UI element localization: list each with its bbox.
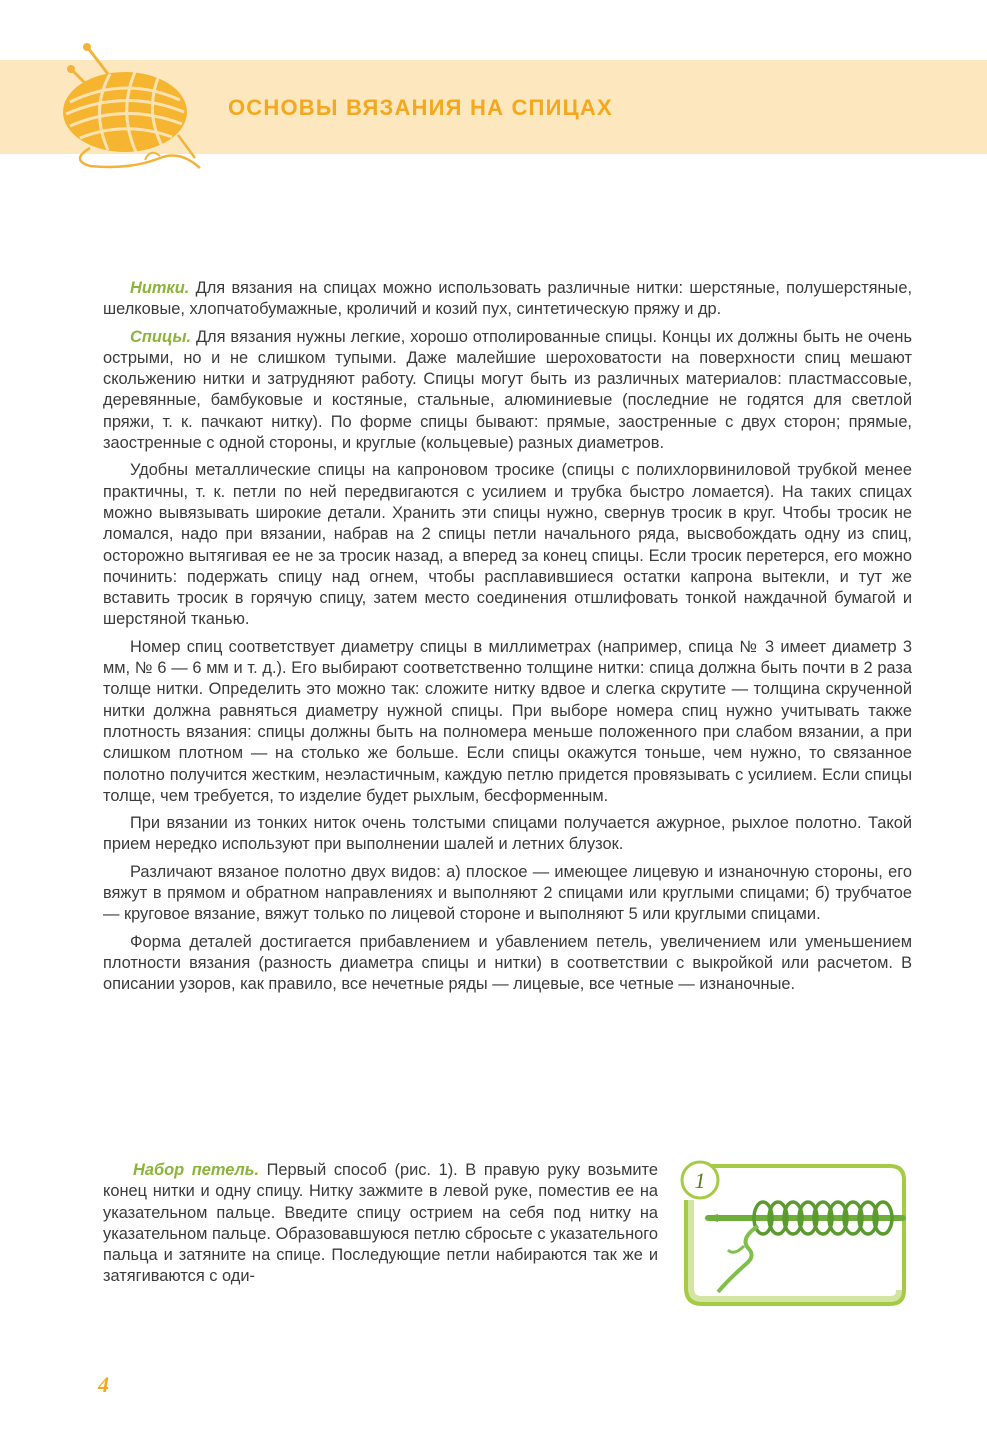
- paragraph-openwork: [103, 813, 912, 856]
- paragraph-needle-size: [103, 637, 912, 807]
- paragraph-text: Для вязания нужны легкие, хорошо отполированные спицы. Концы их должны быть не очень острыми, но и не слишком тупыми. Даже малейшие шероховатости на поверхности спиц мешают скольжению нитки и затрудняют работу. Спицы могут быть из различных материалов: пластмассовые, деревянные, бамбуковые и костяные, стальные, алюминиевые (последние не годятся для светлой пряжи, т. к. пачкают нитку). По форме спицы бывают: прямые, заостренные с двух сторон; прямые, заостренные с одной стороны, и круглые (кольцевые) разных диаметров.: [103, 327, 912, 453]
- paragraph-text: Удобны металлические спицы на капроновом тросике (спицы с полихлорвиниловой трубкой менее практичны, т. к. петли по ней передвигаются с усилием и трубка быстро ломается). На таких спицах можно вывязывать широкие детали. Хранить эти спицы нужно, свернув тросик в круг. Чтобы тросик не ломался, надо при вязании, набрав на 2 спицы петли начального ряда, высвобождать одну из спиц, осторожно вытягивая ее не за тросик назад, а вперед за конец спицы. Если тросик перетерся, его можно починить: подержать спицу над огнем, чтобы расплавившиеся остатки капрона вытекли, и тут же вставить тросик в горячую спицу, затем место соединения отшлифовать тонкой наждачной бумагой и шерстяной тканью.: [103, 461, 912, 629]
- paragraph-text: При вязании из тонких ниток очень толстыми спицами получается ажурное, рыхлое полотно. Такой прием нередко используют при выполнении шалей и летних блузок.: [103, 814, 912, 854]
- paragraph-fabric-types: [103, 862, 912, 926]
- figure-cast-on: [678, 1160, 910, 1310]
- paragraph-shaping: [103, 932, 912, 996]
- paragraph-lead: Нитки.: [130, 279, 190, 297]
- paragraph-text: Первый способ (рис. 1). В правую руку возьмите конец нитки и одну спицу. Нитку зажмите в левой руке, поместив ее на указательном пальце. Введите спицу острием на себя под нитку на указательном пальце. Образовавшуюся петлю сбросьте с указательного пальца и затяните на спице. Последующие петли набираются так же и затягиваются с оди-: [103, 1161, 658, 1286]
- paragraph-lead: Спицы.: [130, 327, 192, 346]
- page-number: 4: [98, 1372, 109, 1397]
- paragraph-lead: Набор петель.: [133, 1161, 259, 1179]
- paragraph-needles: [103, 327, 912, 455]
- paragraph-cast-on: [103, 1160, 658, 1288]
- yarn-ball-knitting-needles-logo: [50, 40, 220, 180]
- paragraph-threads: [103, 278, 912, 321]
- paragraph-text: Для вязания на спицах можно использовать различные нитки: шерстяные, полушерстяные, шелковые, хлопчатобумажные, кроличий и козий пух, синтетическую пряжу и др.: [103, 279, 912, 319]
- chapter-title: ОСНОВЫ ВЯЗАНИЯ НА СПИЦАХ: [228, 95, 613, 120]
- figure-number: 1: [694, 1168, 706, 1193]
- body-text: [103, 278, 912, 996]
- paragraph-text: Форма деталей достигается прибавлением и убавлением петель, увеличением или уменьшением плотности вязания (разность диаметра спицы и нитки) в соответствии с выкройкой или расчетом. В описании узоров, как правило, все нечетные ряды — лицевые, все четные — изнаночные.: [103, 932, 912, 994]
- paragraph-text: Номер спиц соответствует диаметру спицы в миллиметрах (например, спица № 3 имеет диаметр 3 мм, № 6 — 6 мм и т. д.). Его выбирают соответственно толщине нитки: спица должна быть почти в 2 раза толще нитки. Определить это можно так: сложите нитку вдвое и слегка скрутите — толщина скрученной нитки должна равняться диаметру нужной спицы. При выборе номера спиц нужно учитывать также плотность вязания: спицы должны быть на полномера меньше положенного при слабом вязании, а при слишком плотном — на столько же больше. Если спицы окажутся тоньше, чем нужно, то связанное полотно получится жестким, неэластичным, каждую петлю придется провязывать с усилием. Если спицы толще, чем требуется, то изделие будет рыхлым, бесформенным.: [103, 637, 912, 805]
- paragraph-circular-needles: [103, 460, 912, 630]
- paragraph-text: Различают вязаное полотно двух видов: а) плоское — имеющее лицевую и изнаночную стороны, его вяжут в прямом и обратном направлениях и выполняют 2 спицами или круглыми спицами; б) трубчатое — круговое вязание, вяжут только по лицевой стороне и выполняют 5 или круглыми спицами.: [103, 862, 912, 924]
